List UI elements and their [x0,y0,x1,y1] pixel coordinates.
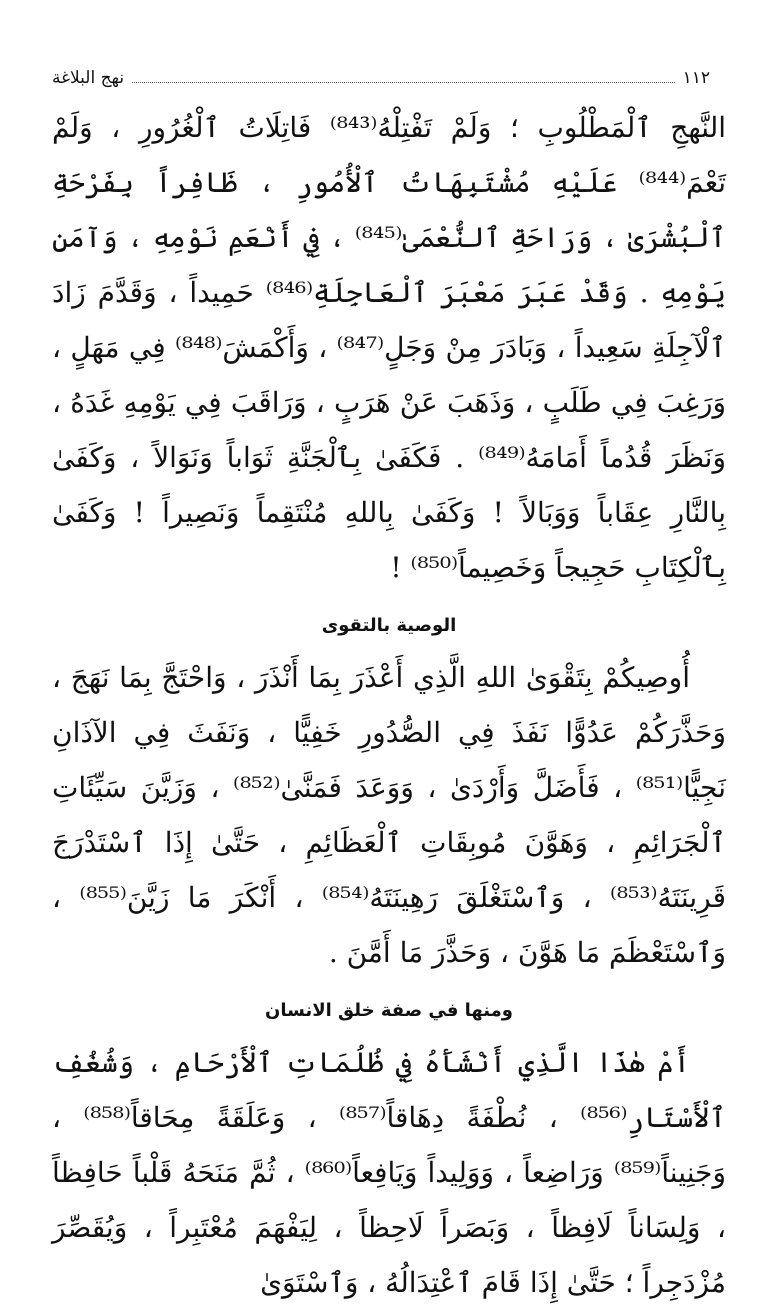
running-head [52,68,726,88]
book-title: نهج البلاغة [52,68,125,88]
paragraph-2: أُوصِيكُمْ بِتَقْوَىٰ اللهِ الَّذِي أَعْذَرَ بِمَا أَنْذَرَ ، وَاحْتَجَّ بِمَا نَهَجَ ، وَحَذَّرَكُمْ عَدُوًّا نَفَذَ فِي الصُّدُورِ خَفِيًّا ، وَنَفَثَ فِي الآذَانِ نَجِيًّا⁽⁸⁵¹⁾ ، فَأَضَلَّ وَأَرْدَىٰ ، وَوَعَدَ فَمَنَّىٰ⁽⁸⁵²⁾ ، وَزَيَّنَ سَيِّئَاتِ ٱلْجَرَائِمِ ، وَهَوَّنَ مُوبِقَاتِ ٱلْعَظَائِمِ ، حَتَّىٰ إِذَا ٱسْتَدْرَجَ قَرِينَتَهُ⁽⁸⁵³⁾ ، وَٱسْتَغْلَقَ رَهِينَتَهُ⁽⁸⁵⁴⁾ ، أَنْكَرَ مَا زَيَّنَ⁽⁸⁵⁵⁾ ، وَٱسْتَعْظَمَ مَا هَوَّنَ ، وَحَذَّرَ مَا أَمَّنَ . [52,661,727,969]
section-heading-piety: الوصية بالتقوى [321,615,457,636]
header-leader-dots [132,70,674,83]
paragraph-3: أَمْ هٰذَا الَّذِي أَنْشَأَهُ فِي ظُلُمَاتِ ٱلْأَرْحَامِ ، وَشُغُفِ ٱلْأَسْتَارِ⁽⁸⁵⁶⁾ ، نُطْفَةً دِهَاقاً⁽⁸⁵⁷⁾ ، وَعَلَقَةً مِحَاقاً⁽⁸⁵⁸⁾ ، وَجَنِيناً⁽⁸⁵⁹⁾ وَرَاضِعاً ، وَوَلِيداً وَيَافِعاً⁽⁸⁶⁰⁾ ، ثُمَّ مَنَحَهُ قَلْباً حَافِظاً ، وَلِسَاناً لَافِظاً ، وَبَصَراً لَاحِظاً ، لِيَفْهَمَ مُعْتَبِراً ، وَيُقَصِّرَ مُزْدَجِراً ؛ حَتَّىٰ إِذَا قَامَ ٱعْتِدَالُهُ ، وَٱسْتَوَىٰ [52,1046,726,1299]
paragraph-1: النَّهجِ ٱلْمَطْلُوبِ ؛ وَلَمْ تَفْتِلْهُ⁽⁸⁴³⁾ فَاتِلَاتُ ٱلْغُرُورِ ، وَلَمْ تَعْمَ⁽⁸⁴⁴⁾ عَلَيْهِ مُشْتَبِهَاتُ ٱلْأُمُورِ ، ظَافِراً بِفَرْحَةِ ٱلْبُشْرَىٰ ، وَرَاحَةِ ٱلنُّعْمَىٰ⁽⁸⁴⁵⁾ ، فِي أَنْعَمِ نَوْمِهِ ، وَآمَنِ يَوْمِهِ . وَقَدْ عَبَرَ مَعْبَرَ ٱلْعَاجِلَةِ⁽⁸⁴⁶⁾ حَمِيداً ، وَقَدَّمَ زَادَ ٱلْآجِلَةِ سَعِيداً ، وَبَادَرَ مِنْ وَجَلٍ⁽⁸⁴⁷⁾ ، وَأَكْمَشَ⁽⁸⁴⁸⁾ فِي مَهَلٍ ، وَرَغِبَ فِي طَلَبٍ ، وَذَهَبَ عَنْ هَرَبٍ ، وَرَاقَبَ فِي يَوْمِهِ غَدَهُ ، وَنَظَرَ قُدُماً أَمَامَهُ⁽⁸⁴⁹⁾ . فَكَفَىٰ بِٱلْجَنَّةِ ثَوَاباً وَنَوَالاً ، وَكَفَىٰ بِالنَّارِ عِقَاباً وَوَبَالاً ! وَكَفَىٰ بِاللهِ مُنْتَقِماً وَنَصِيراً ! وَكَفَىٰ بِٱلْكِتَابِ حَجِيجاً وَخَصِيماً⁽⁸⁵⁰⁾ ! [52,111,727,584]
section-heading-creation: ومنها في صفة خلق الانسان [265,1000,513,1021]
page-number: ١١٢ [682,68,710,88]
